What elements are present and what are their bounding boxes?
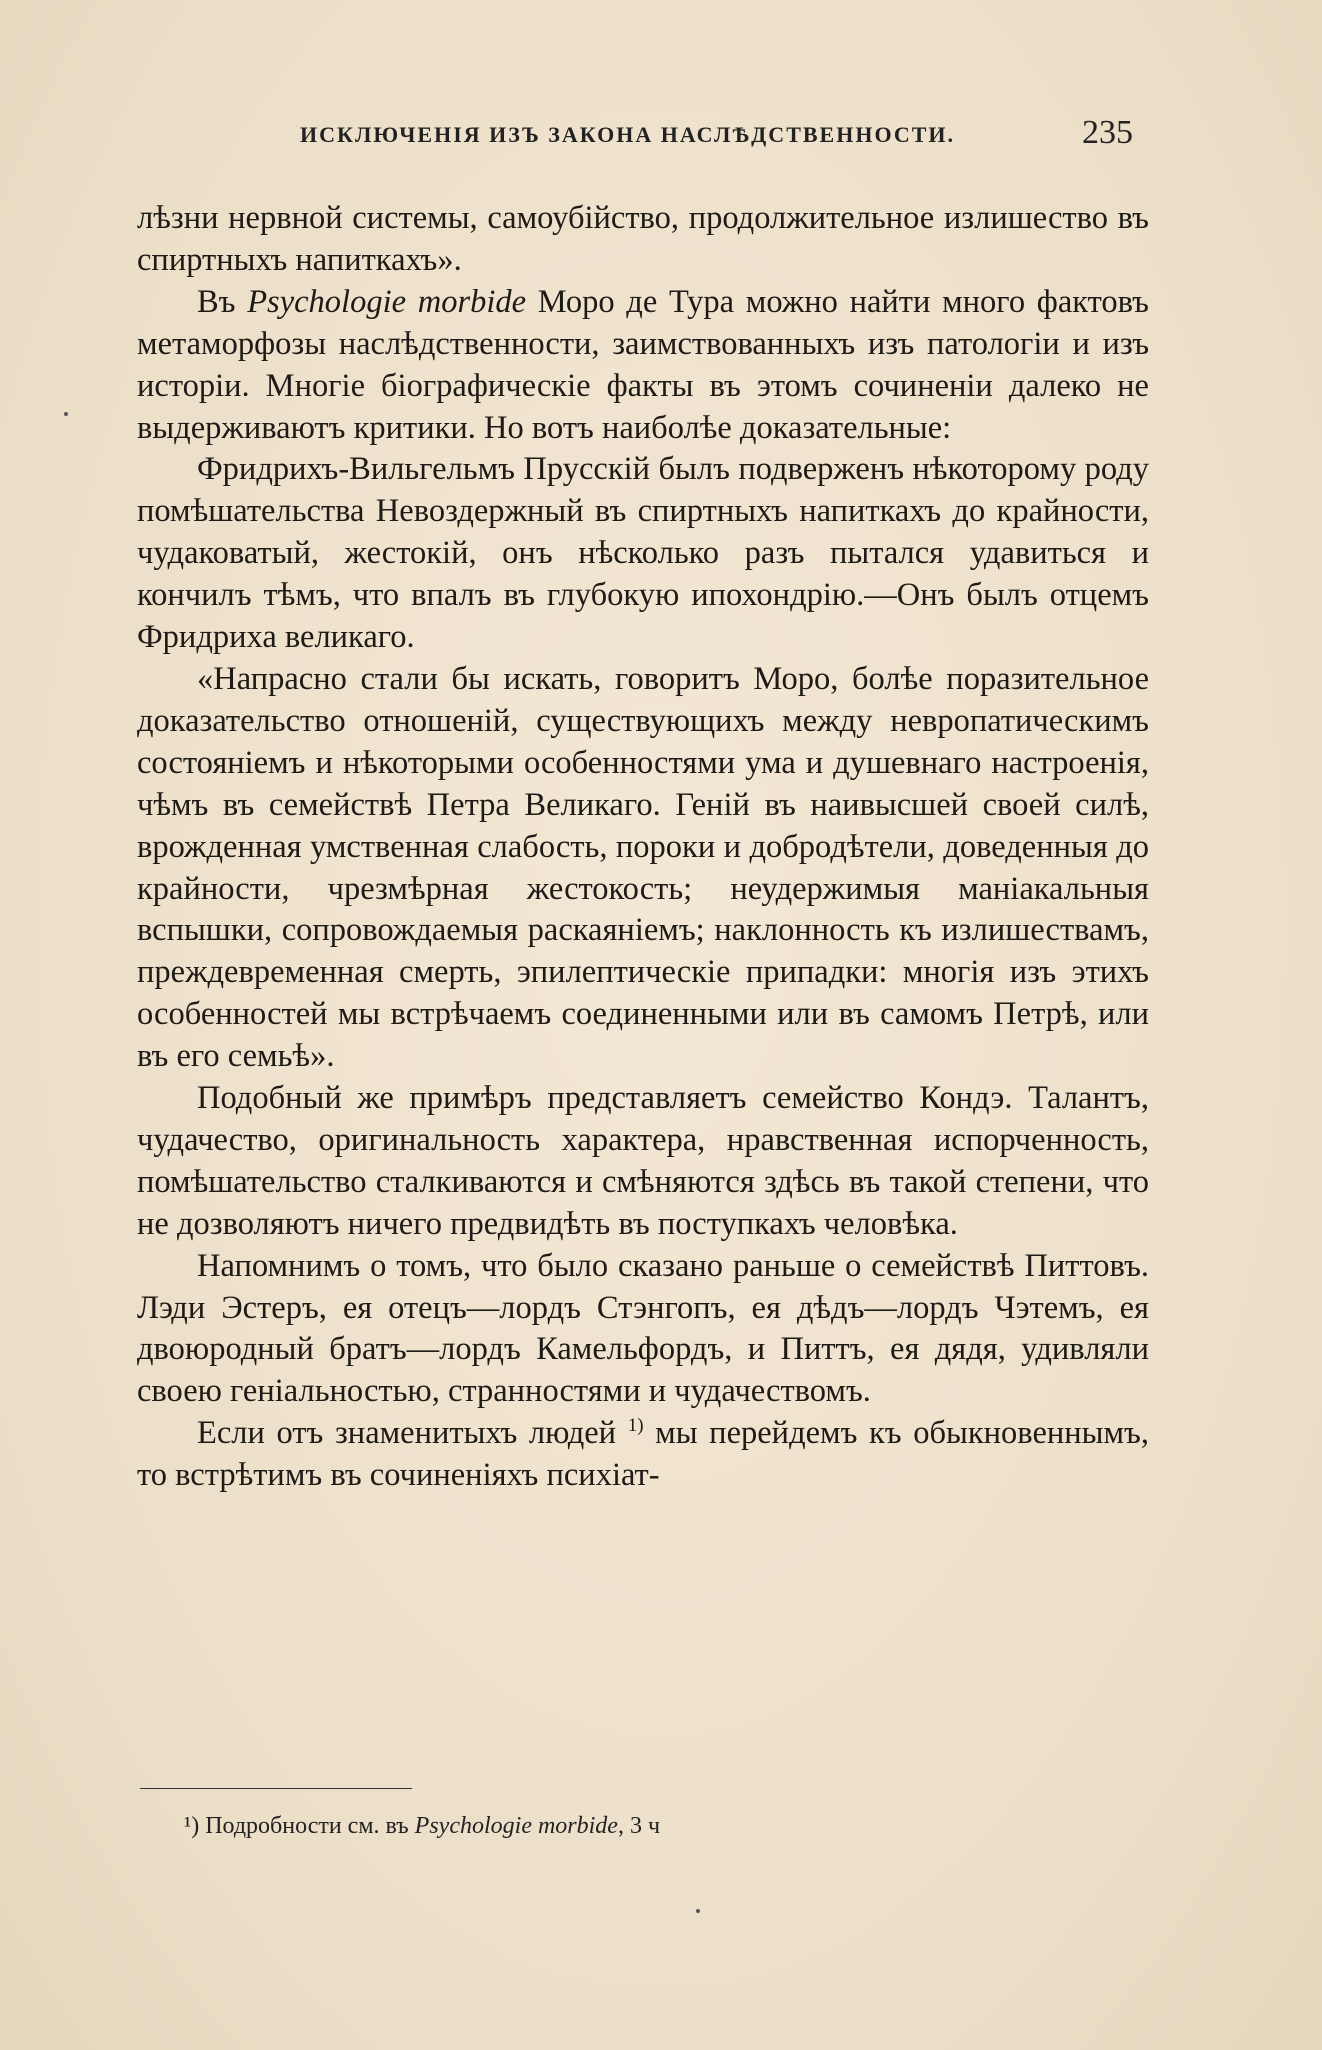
footnote-text-before: Подробности см. въ bbox=[199, 1813, 415, 1839]
paragraph bbox=[137, 1078, 1149, 1246]
paragraph bbox=[137, 1413, 1149, 1497]
footnote-marker: ¹) bbox=[184, 1813, 200, 1839]
footnote-italic-title: Psychologie morbide bbox=[414, 1813, 618, 1839]
footnote-text-after: , 3 ч bbox=[617, 1813, 661, 1839]
footnote-rule bbox=[140, 1788, 412, 1789]
paragraph bbox=[137, 659, 1149, 1078]
running-title: ИСКЛЮЧЕНІЯ ИЗЪ ЗАКОНА НАСЛѢДСТВЕННОСТИ. bbox=[300, 122, 955, 147]
text-run: Подобный же примѣръ представляетъ семейство Кондэ. Талантъ, чудачество, оригинальность характера, нравственная испорченность, помѣшательство сталкиваются и смѣняются здѣсь въ такой степени, что не дозволяютъ ничего предвидѣть въ поступкахъ человѣка. bbox=[137, 1080, 1149, 1242]
page-number: 235 bbox=[1082, 114, 1133, 151]
footnote bbox=[184, 1813, 660, 1840]
footnote-ref: 1) bbox=[627, 1415, 644, 1437]
text-run: Фридрихъ-Вильгельмъ Прусскій былъ подверженъ нѣкоторому роду помѣшательства Невоздержный въ спиртныхъ напиткахъ до крайности, чудаковатый, жестокій, онъ нѣсколько разъ пытался удавиться и кончилъ тѣмъ, что впалъ въ глубокую ипохондрію.—Онъ былъ отцемъ Фридриха великаго. bbox=[137, 451, 1149, 656]
text-run: «Напрасно стали бы искать, говоритъ Моро, болѣе поразительное доказательство отношеній, существующихъ между невропатическимъ состояніемъ и нѣкоторыми особенностями ума и душевнаго настроенія, чѣмъ въ семействѣ Петра Великаго. Геній въ наивысшей своей силѣ, врожденная умственная слабость, пороки и добродѣтели, доведенныя до крайности, чрезмѣрная жестокость; неудержимыя маніакальныя вспышки, сопровождаемыя раскаяніемъ; наклонность къ излишествамъ, преждевременная смерть, эпилептическіе припадки: многія изъ этихъ особенностей мы встрѣчаемъ соединенными или въ самомъ Петрѣ, или въ его семьѣ». bbox=[137, 660, 1149, 1075]
text-run: Въ bbox=[197, 283, 248, 320]
body-text bbox=[137, 198, 1149, 1497]
paragraph bbox=[137, 1246, 1149, 1414]
italic-title: Psychologie morbide bbox=[247, 283, 527, 320]
paragraph bbox=[137, 449, 1149, 659]
text-run: Моро де Тура можно найти много фактовъ метаморфозы наслѣдственности, заимствованныхъ изъ патологіи и изъ исторіи. Многіе біографическіе факты въ этомъ сочиненіи далеко не выдерживаютъ критики. Но вотъ наиболѣе доказательные: bbox=[137, 283, 1149, 446]
text-run: лѣзни нервной системы, самоубійство, продолжительное излишество въ спиртныхъ напиткахъ». bbox=[137, 200, 1149, 278]
paragraph bbox=[137, 198, 1149, 282]
paper-speck bbox=[64, 412, 68, 416]
text-run: мы перейдемъ къ обыкновеннымъ, то встрѣтимъ въ сочиненіяхъ психіат- bbox=[137, 1415, 1149, 1494]
paragraph bbox=[137, 282, 1149, 450]
text-run: Если отъ знаменитыхъ людей bbox=[197, 1415, 628, 1452]
text-run: Напомнимъ о томъ, что было сказано раньше о семействѣ Питтовъ. Лэди Эстеръ, ея отецъ—лордъ Стэнгопъ, ея дѣдъ—лордъ Чэтемъ, ея двоюродный братъ—лордъ Камельфордъ, и Питтъ, ея дядя, удивляли своею геніальностью, странностями и чудачествомъ. bbox=[137, 1247, 1149, 1410]
paper-speck bbox=[696, 1909, 700, 1913]
